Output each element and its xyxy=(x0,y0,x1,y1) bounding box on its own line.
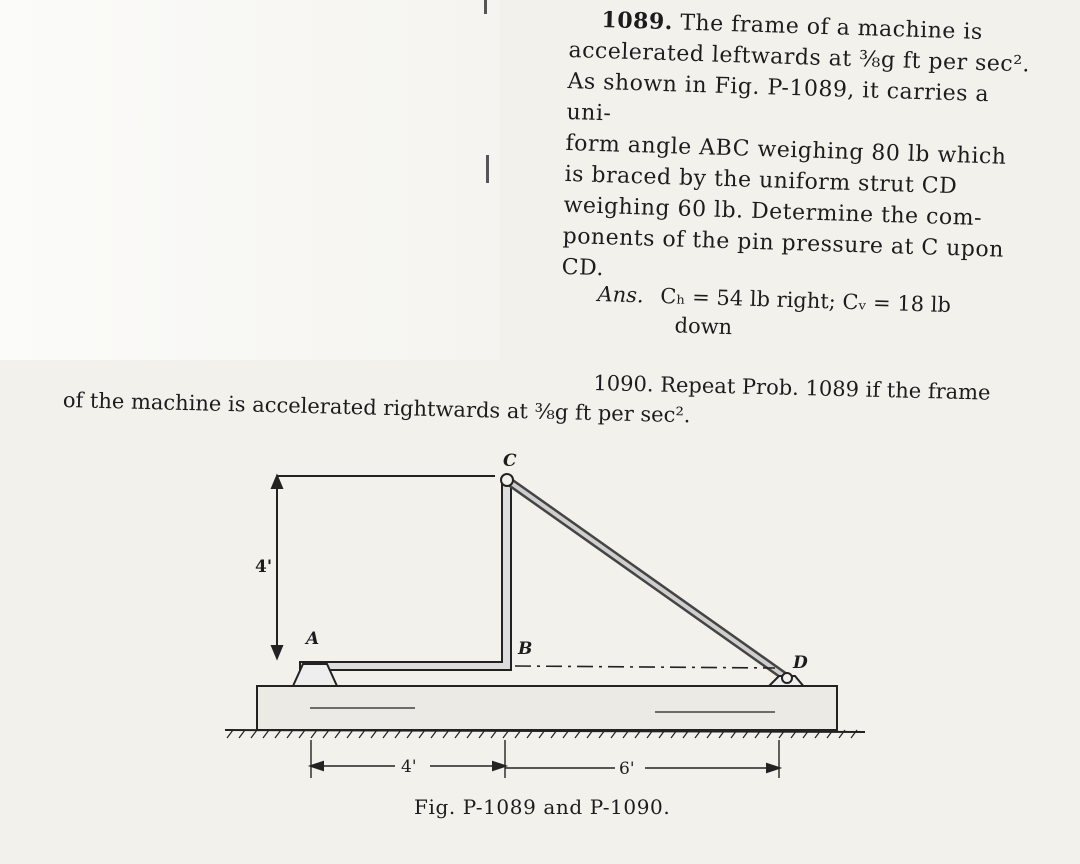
problem-text-line: As shown in Fig. P-1089, it carries a uni- xyxy=(566,68,990,127)
answer-text-continued: down xyxy=(674,313,733,340)
reference-line xyxy=(515,666,775,668)
problem-text-line: weighing 60 lb. Determine the com- xyxy=(563,192,983,232)
label-a: A xyxy=(306,629,320,649)
problem-text-line: accelerated leftwards at ⅜g ft per sec². xyxy=(568,37,1031,78)
arrowhead xyxy=(311,762,323,770)
problem-text-line: of the machine is accelerated rightwards at ⅜g ft per sec². xyxy=(62,387,691,428)
height-dimension-label: 4' xyxy=(255,557,273,577)
left-dimension-label: 4' xyxy=(401,757,417,777)
answer-text: Cₕ = 54 lb right; Cᵥ = 18 lb xyxy=(659,283,952,318)
faded-previous-page-area xyxy=(0,0,500,360)
label-d: D xyxy=(793,653,808,673)
problem-text-line: form angle ABC weighing 80 lb which xyxy=(565,130,1007,170)
problem-number: 1089. xyxy=(601,7,674,36)
label-b: B xyxy=(518,639,533,659)
figure-caption: Fig. P-1089 and P-1090. xyxy=(414,795,671,819)
problem-text-line: CD. xyxy=(561,254,605,282)
arrowhead xyxy=(493,762,505,770)
problem-text-line: is braced by the uniform strut CD xyxy=(564,161,958,200)
arrowhead xyxy=(272,476,282,488)
frame-figure xyxy=(215,440,875,790)
problem-text-line: ponents of the pin pressure at C upon xyxy=(562,223,1005,263)
problem-text-line: The frame of a machine is xyxy=(679,10,984,45)
arrowhead xyxy=(767,764,779,772)
pin-c xyxy=(501,474,513,486)
right-dimension-label: 6' xyxy=(619,759,635,779)
pin-d xyxy=(782,673,792,683)
problem-text-line: 1090. Repeat Prob. 1089 if the frame xyxy=(593,370,991,405)
angle-abc xyxy=(300,478,511,670)
label-c: C xyxy=(503,451,517,471)
problem-1090 xyxy=(63,355,1004,438)
problem-1089 xyxy=(561,4,1040,298)
answer-label: Ans. xyxy=(597,281,645,308)
answer xyxy=(596,280,1038,352)
ink-mark xyxy=(484,0,487,14)
strut-cd-inner xyxy=(507,480,787,678)
arrowhead xyxy=(272,646,282,658)
ink-mark xyxy=(486,155,489,183)
